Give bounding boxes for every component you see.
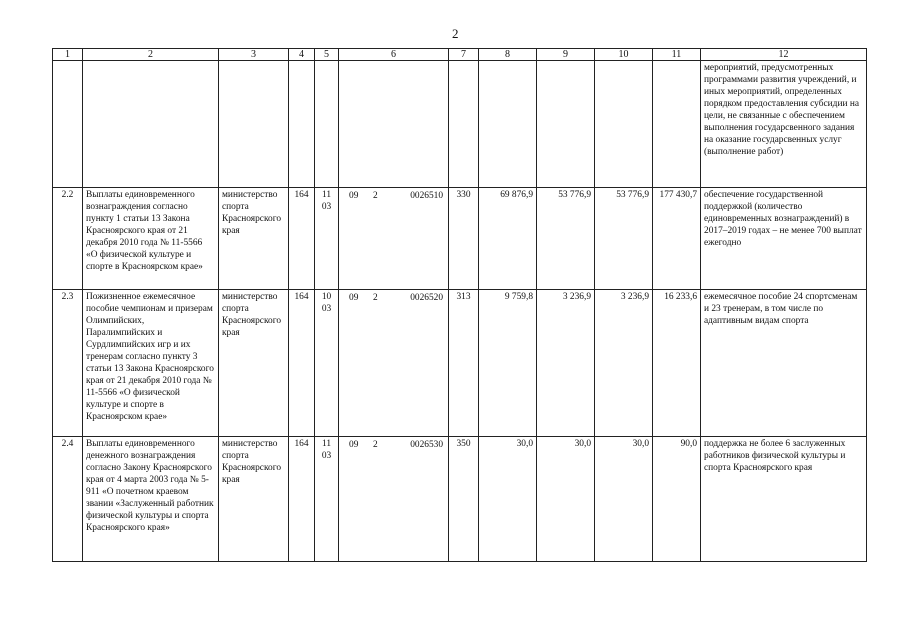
- measure-name-cell: Выплаты единовременного денежного вознаграждения согласно Закону Красноярского края от 4 марта 2003 года № 5-911 «О почетном краевом звании «Заслуженный работник физической культуры и спорта Красноярского края»: [83, 437, 219, 562]
- column-header: 9: [537, 49, 595, 61]
- grbs-cell: [289, 61, 315, 188]
- table-row: [53, 437, 867, 562]
- expense-type-cell: 313: [449, 290, 479, 437]
- page-number: 2: [452, 26, 459, 41]
- target-code-cell: [339, 188, 449, 290]
- item-code: 0026520: [410, 293, 443, 303]
- column-header: 3: [219, 49, 289, 61]
- header-row: [53, 49, 867, 61]
- total-cell: 90,0: [653, 437, 701, 562]
- expense-type-cell: 330: [449, 188, 479, 290]
- item-code: 0026530: [410, 440, 443, 450]
- row-number-cell: [53, 61, 83, 188]
- subprogram-code: 2: [373, 293, 378, 303]
- executor-cell: [219, 61, 289, 188]
- section-cell: 10 03: [315, 290, 339, 437]
- column-header: 10: [595, 49, 653, 61]
- column-header: 7: [449, 49, 479, 61]
- measure-name-cell: Пожизненное ежемесячное пособие чемпионам и призерам Олимпийских, Паралимпийских и Сурдлимпийских игр и их тренерам согласно пункту 3 статьи 13 Закона Красноярского края от 21 декабря 2010 года № 11-5566 «О физической культуре и спорте в Красноярском крае»: [83, 290, 219, 437]
- column-header: 12: [701, 49, 867, 61]
- amount-2019-cell: 30,0: [595, 437, 653, 562]
- expected-result-cell: ежемесячное пособие 24 спортсменам и 23 тренерам, в том числе по адаптивным видам спорта: [701, 290, 867, 437]
- section-cell: 11 03: [315, 437, 339, 562]
- target-code-cell: [339, 437, 449, 562]
- column-header: 1: [53, 49, 83, 61]
- subprogram-code: 2: [373, 191, 378, 201]
- expense-type-cell: [449, 61, 479, 188]
- row-number-cell: 2.3: [53, 290, 83, 437]
- amount-2017-cell: [479, 61, 537, 188]
- expense-type-cell: 350: [449, 437, 479, 562]
- table-row: [53, 188, 867, 290]
- executor-cell: министерство спорта Красноярского края: [219, 437, 289, 562]
- amount-2017-cell: 9 759,8: [479, 290, 537, 437]
- subprogram-code: 2: [373, 440, 378, 450]
- program-code: 09: [349, 440, 359, 450]
- section-cell: 11 03: [315, 188, 339, 290]
- table-row: [53, 61, 867, 188]
- amount-2018-cell: 3 236,9: [537, 290, 595, 437]
- total-cell: 177 430,7: [653, 188, 701, 290]
- measure-name-cell: Выплаты единовременного вознаграждения согласно пункту 1 статьи 13 Закона Красноярского края от 21 декабря 2010 года № 11-5566 «О физической культуре и спорте в Красноярском крае»: [83, 188, 219, 290]
- amount-2019-cell: 3 236,9: [595, 290, 653, 437]
- grbs-cell: 164: [289, 188, 315, 290]
- target-code-cell: [339, 290, 449, 437]
- measure-name-cell: [83, 61, 219, 188]
- budget-table: [52, 48, 867, 562]
- expected-result-cell: поддержка не более 6 заслуженных работников физической культуры и спорта Красноярского края: [701, 437, 867, 562]
- target-code-cell: [339, 61, 449, 188]
- row-number-cell: 2.4: [53, 437, 83, 562]
- amount-2018-cell: 30,0: [537, 437, 595, 562]
- column-header: 6: [339, 49, 449, 61]
- amount-2017-cell: 69 876,9: [479, 188, 537, 290]
- amount-2018-cell: [537, 61, 595, 188]
- column-header: 4: [289, 49, 315, 61]
- program-code: 09: [349, 293, 359, 303]
- total-cell: 16 233,6: [653, 290, 701, 437]
- amount-2019-cell: [595, 61, 653, 188]
- column-header: 5: [315, 49, 339, 61]
- amount-2019-cell: 53 776,9: [595, 188, 653, 290]
- column-header: 2: [83, 49, 219, 61]
- program-code: 09: [349, 191, 359, 201]
- executor-cell: министерство спорта Красноярского края: [219, 188, 289, 290]
- row-number-cell: 2.2: [53, 188, 83, 290]
- item-code: 0026510: [410, 191, 443, 201]
- amount-2018-cell: 53 776,9: [537, 188, 595, 290]
- table-row: [53, 290, 867, 437]
- grbs-cell: 164: [289, 290, 315, 437]
- expected-result-cell: мероприятий, предусмотренных программами развития учреждений, и иных мероприятий, определенных порядком предоставления субсидии на цели, не связанные с обеспечением выполнения государсвенного задания на оказание государсвенных услуг (выполнение работ): [701, 61, 867, 188]
- expected-result-cell: обеспечение государственной поддержкой (количество единовременных вознаграждений) в 2017–2019 годах – не менее 700 выплат ежегодно: [701, 188, 867, 290]
- section-cell: [315, 61, 339, 188]
- column-header: 8: [479, 49, 537, 61]
- grbs-cell: 164: [289, 437, 315, 562]
- amount-2017-cell: 30,0: [479, 437, 537, 562]
- column-header: 11: [653, 49, 701, 61]
- total-cell: [653, 61, 701, 188]
- executor-cell: министерство спорта Красноярского края: [219, 290, 289, 437]
